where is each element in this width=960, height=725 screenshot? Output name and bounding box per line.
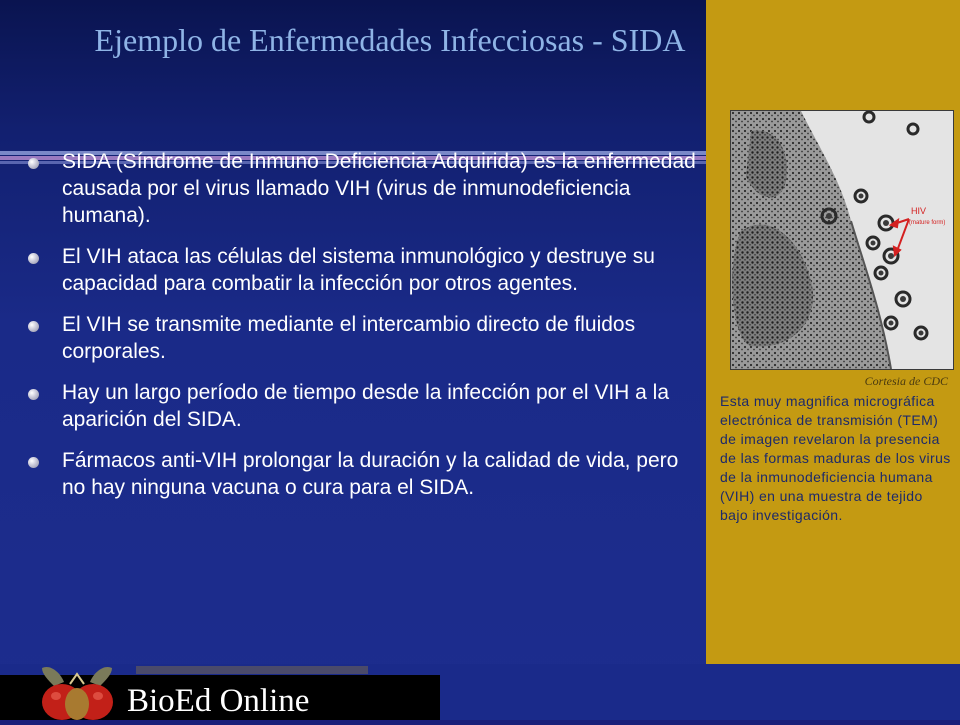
bullet-dot-icon xyxy=(28,389,39,400)
bullet-item xyxy=(28,447,698,501)
bullet-dot-icon xyxy=(28,457,39,468)
bullet-dot-icon xyxy=(28,321,39,332)
bullet-text: Hay un largo período de tiempo desde la infección por el VIH a la aparición del SIDA. xyxy=(62,381,670,431)
bullet-item xyxy=(28,148,698,229)
hiv-label: HIV xyxy=(911,206,927,216)
bullet-dot-icon xyxy=(28,158,39,169)
image-credit: Cortesia de CDC xyxy=(864,374,948,388)
bullet-dot-icon xyxy=(28,253,39,264)
bullet-text: El VIH se transmite mediante el intercambio directo de fluidos corporales. xyxy=(62,313,636,363)
image-caption: Esta muy magnifica micrográfica electrónica de transmisión (TEM) de imagen revelaron la presencia de las formas maduras de los virus de la inmunodeficiencia humana (VIH) en una muestra de tejido bajo investigación. xyxy=(720,393,951,523)
brand-name: BioEd Online xyxy=(127,683,310,719)
bullet-text: El VIH ataca las células del sistema inmunológico y destruye su capacidad para combatir la infección por otros agentes. xyxy=(62,245,655,295)
footer-accent-line xyxy=(136,666,368,674)
fly-head-icon xyxy=(30,664,125,720)
bullet-list xyxy=(28,148,698,515)
bullet-item xyxy=(28,379,698,433)
hiv-micrograph-image xyxy=(730,110,954,370)
bullet-item xyxy=(28,243,698,297)
slide-title: Ejemplo de Enfermedades Infecciosas - SIDA xyxy=(94,22,686,58)
bullet-text: SIDA (Síndrome de Inmuno Deficiencia Adquirida) es la enfermedad causada por el virus llamado VIH (virus de inmunodeficiencia humana). xyxy=(62,150,696,227)
bullet-text: Fármacos anti-VIH prolongar la duración y la calidad de vida, pero no hay ninguna vacuna o cura para el SIDA. xyxy=(62,449,679,499)
hiv-sublabel: (mature form) xyxy=(909,220,946,226)
bullet-item xyxy=(28,311,698,365)
